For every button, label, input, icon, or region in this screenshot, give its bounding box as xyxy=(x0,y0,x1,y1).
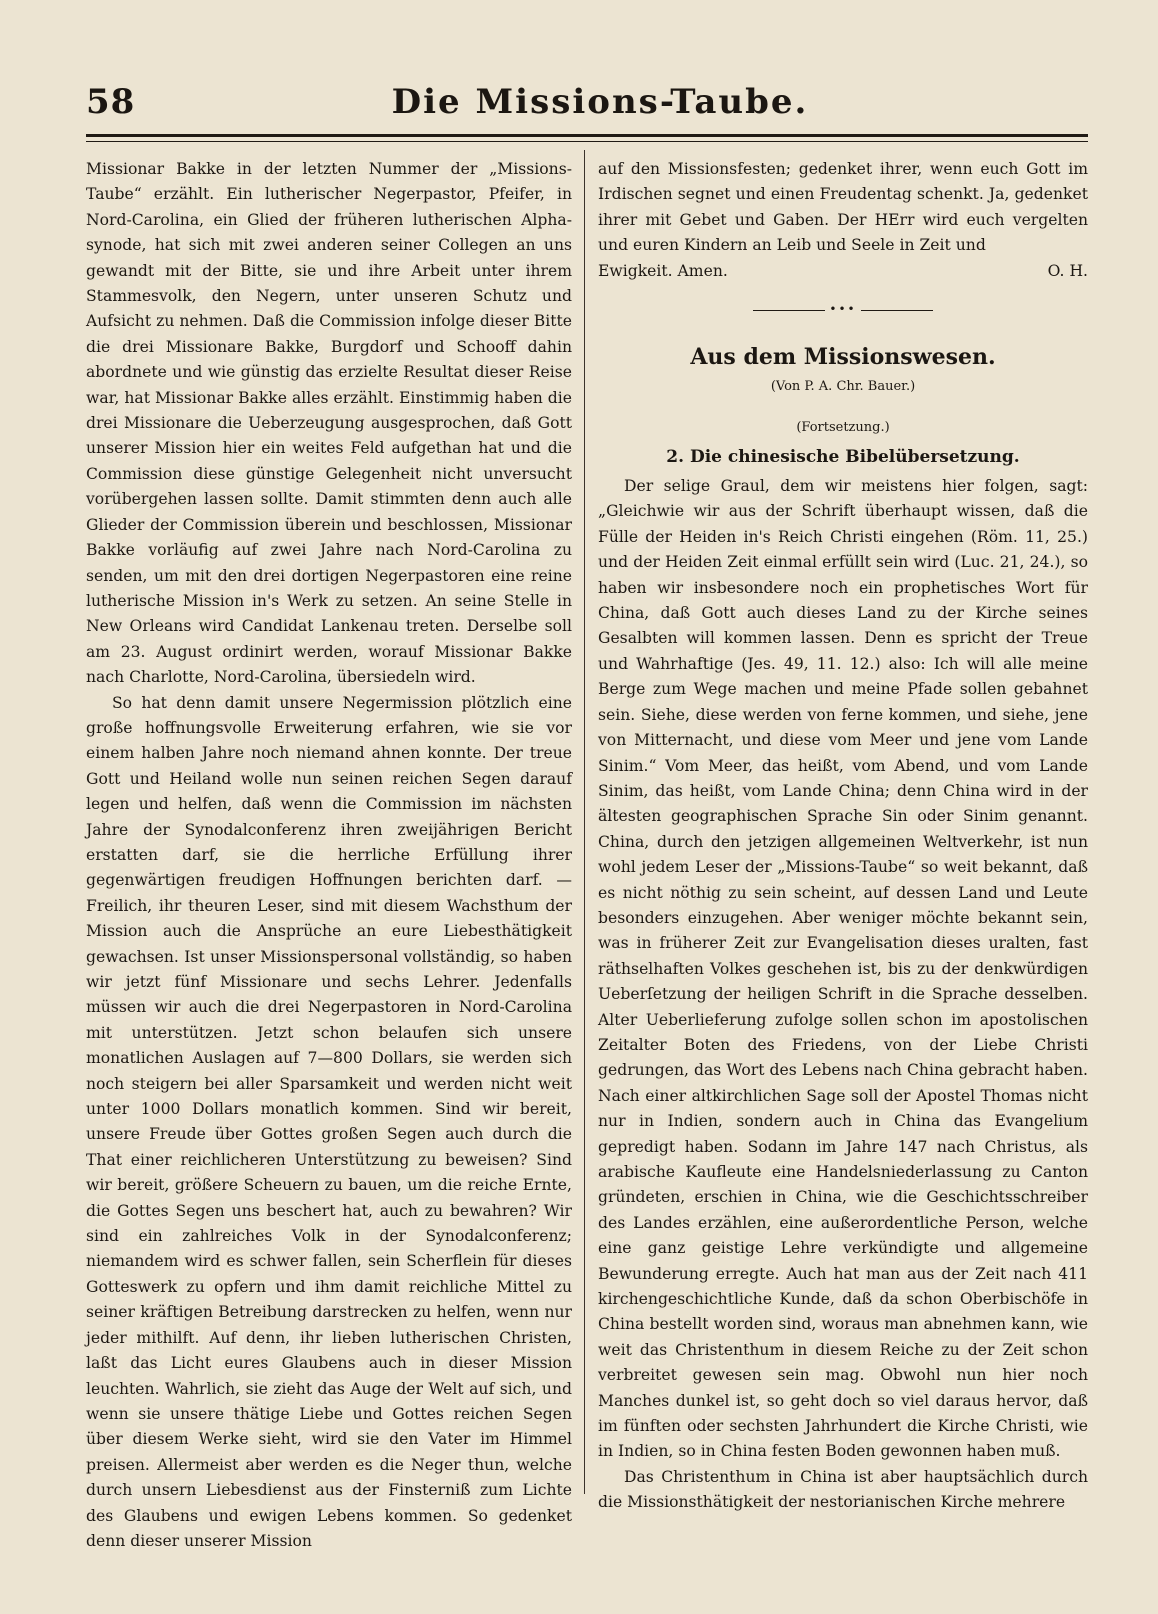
header-rule-thick xyxy=(86,134,1088,137)
ornament-line-right xyxy=(861,310,933,311)
column-divider xyxy=(584,150,585,1494)
subsection-title: 2. Die chinesische Bibelübersetzung. xyxy=(666,447,1020,468)
signature: O. H. xyxy=(1047,261,1088,280)
continued-note: (Fortsetzung.) xyxy=(796,420,890,436)
closing-line xyxy=(598,259,1088,284)
header-rule-thin xyxy=(86,141,1088,142)
right-paragraph-1: Der selige Graul, dem wir meistens hier folgen, sagt: „Gleichwie wir aus der Schrift überhaupt wissen, daß die Fülle der Heiden in's Reich Christi eingehen (Röm. 11, 25.) und der Heiden Zeit einmal erfüllt sein wird (Luc. 21, 24.), so haben wir insbesondere noch ein prophetisches Wort für China, daß Gott auch dieses Land zu der Kirche seines Gesalbten will kommen lassen. Denn es spricht der Treue und Wahrhaftige (Jes. 49, 11. 12.) also: Ich will alle meine Berge zum Wege machen und meine Pfade sollen gebahnet sein. Siehe, diese werden von ferne kommen, und siehe, jene von Mitternacht, und diese vom Meer und jene vom Lande Sinim.“ Vom Meer, das heißt, vom Abend, und vom Lande Sinim, das heißt, vom Lande China; denn China wird in der ältesten geographischen Sprache Sin oder Sinim genannt. China, durch den jetzigen allgemeinen Weltverkehr, ist nun wohl jedem Leser der „Missions-Taube“ so weit bekannt, daß es nicht nöthig zu sein scheint, auf dessen Land und Leute besonders einzugehen. Aber weniger möchte bekannt sein, was in früherer Zeit zur Evangelisation dieses uralten, fast räthselhaften Volkes geschehen ist, bis zu der denkwürdigen Ueberſetzung der heiligen Schrift in die Sprache desselben. Alter Ueberlieferung zufolge sollen schon im apostolischen Zeitalter Boten des Friedens, von der Liebe Christi gedrungen, das Wort des Lebens nach China gebracht haben. Nach einer altkirchlichen Sage soll der Apostel Thomas nicht nur in Indien, sondern auch in China das Evangelium gepredigt haben. Sodann im Jahre 147 nach Christus, als arabische Kaufleute eine Handelsniederlassung zu Canton gründeten, erschien in China, wie die Geschichtsschreiber des Landes erzählen, eine außerordentliche Person, welche eine ganz geistige Lehre verkündigte und allgemeine Bewunderung erregte. Auch hat man aus der Zeit nach 411 kirchengeschichtliche Kunde, daß da schon Oberbischöfe in China bestellt worden sind, woraus man abnehmen kann, wie weit das Christenthum in diesem Reiche zu der Zeit schon verbreitet gewesen sein mag. Obwohl nun hier noch Manches dunkel ist, so geht doch so viel daraus hervor, daß im fünften oder sechsten Jahrhundert die Kirche Christi, wie in Indien, so in China festen Boden gewonnen haben muß. xyxy=(598,477,1088,1461)
right-column xyxy=(598,157,1088,1516)
byline: (Von P. A. Chr. Bauer.) xyxy=(770,379,916,395)
left-paragraph-2: So hat denn damit unsere Negermission plötzlich eine große hoffnungsvolle Erweiterung erfahren, wie sie vor einem halben Jahre noch niemand ahnen konnte. Der treue Gott und Heiland wolle nun seinen reichen Segen darauf legen und helfen, daß wenn die Commission im nächsten Jahre der Synodalconferenz ihren zweijährigen Bericht erstatten darf, sie die herrliche Erfüllung ihrer gegenwärtigen freudigen Hoffnungen berichten darf. — Freilich, ihr theuren Leser, sind mit diesem Wachsthum der Mission auch die Ansprüche an eure Liebesthätigkeit gewachsen. Ist unser Missionspersonal vollständig, so haben wir jetzt fünf Missionare und sechs Lehrer. Jedenfalls müssen wir auch die drei Negerpastoren in Nord-Carolina mit unterstützen. Jetzt schon belaufen sich unsere monatlichen Auslagen auf 7—800 Dollars, sie werden sich noch steigern bei aller Sparsamkeit und werden nicht weit unter 1000 Dollars monatlich kommen. Sind wir bereit, unsere Freude über Gottes großen Segen auch durch die That einer reichlicheren Unterstützung zu beweisen? Sind wir bereit, größere Scheuern zu bauen, um die reiche Ernte, die Gottes Segen uns beschert hat, auch zu bewahren? Wir sind ein zahlreiches Volk in der Synodalconferenz; niemandem wird es schwer fallen, sein Scherflein für dieses Gotteswerk zu opfern und ihm damit reichliche Mittel zu seiner kräftigen Betreibung darstrecken zu helfen, wenn nur jeder mithilft. Auf denn, ihr lieben lutherischen Christen, laßt das Licht eures Glaubens auch in dieser Mission leuchten. Wahrlich, sie zieht das Auge der Welt auf sich, und wenn sie unsere thätige Liebe und Gottes reichen Segen über diesem Werke sieht, wird sie den Vater im Himmel preisen. Allermeist aber werden es die Neger thun, welche durch unsern Liebesdienst aus der Finsterniß zum Lichte des Glaubens und ewigen Lebens kommen. So gedenket denn dieser unserer Mission xyxy=(86,693,572,1550)
section-title: Aus dem Missionswesen. xyxy=(690,344,996,371)
left-column xyxy=(86,157,572,1554)
right-continuation: auf den Missionsfesten; gedenket ihrer, wenn euch Gott im Irdischen segnet und einen Freudentag schenkt. Ja, gedenket ihrer mit Gebet und Gaben. Der HErr wird euch vergelten und euren Kindern an Leib und Seele in Zeit und xyxy=(598,160,1088,255)
page-number: 58 xyxy=(86,82,136,122)
section-ornament xyxy=(598,284,1088,336)
ornament-line-left xyxy=(753,310,825,311)
ornament-dots: ••• xyxy=(829,302,857,317)
left-paragraph-1: Missionar Bakke in der letzten Nummer der „Missions-Taube“ erzählt. Ein lutherischer Negerpastor, Pfeifer, in Nord-Carolina, ein Glied der früheren lutherischen Alpha-synode, hat sich mit zwei anderen seiner Collegen an uns gewandt mit der Bitte, sie und ihre Arbeit unter ihrem Stammesvolk, den Negern, unter unseren Schutz und Aufsicht zu nehmen. Daß die Commission infolge dieser Bitte die drei Missionare Bakke, Burgdorf und Schooff dahin abordnete und wie günstig das erzielte Resultat dieser Reise war, hat Missionar Bakke alles erzählt. Einstimmig haben die drei Missionare die Ueberzeugung ausgesprochen, daß Gott unserer Mission hier ein weites Feld aufgethan hat und die Commission diese günstige Gelegenheit nicht unversucht vorübergehen lassen sollte. Damit stimmten denn auch alle Glieder der Commission überein und beschlossen, Missionar Bakke vorläufig auf zwei Jahre nach Nord-Carolina zu senden, um mit den drei dortigen Negerpastoren eine reine lutherische Mission in's Werk zu setzen. An seine Stelle in New Orleans wird Candidat Lankenau treten. Derselbe soll am 23. August ordinirt werden, worauf Missionar Bakke nach Charlotte, Nord-Carolina, übersiedeln wird. xyxy=(86,160,572,687)
closing-words: Ewigkeit. Amen. xyxy=(598,261,728,280)
journal-title: Die Missions-Taube. xyxy=(391,82,809,122)
right-paragraph-2: Das Christenthum in China ist aber hauptsächlich durch die Missionsthätigkeit der nestorianischen Kirche mehrere xyxy=(598,1467,1088,1512)
